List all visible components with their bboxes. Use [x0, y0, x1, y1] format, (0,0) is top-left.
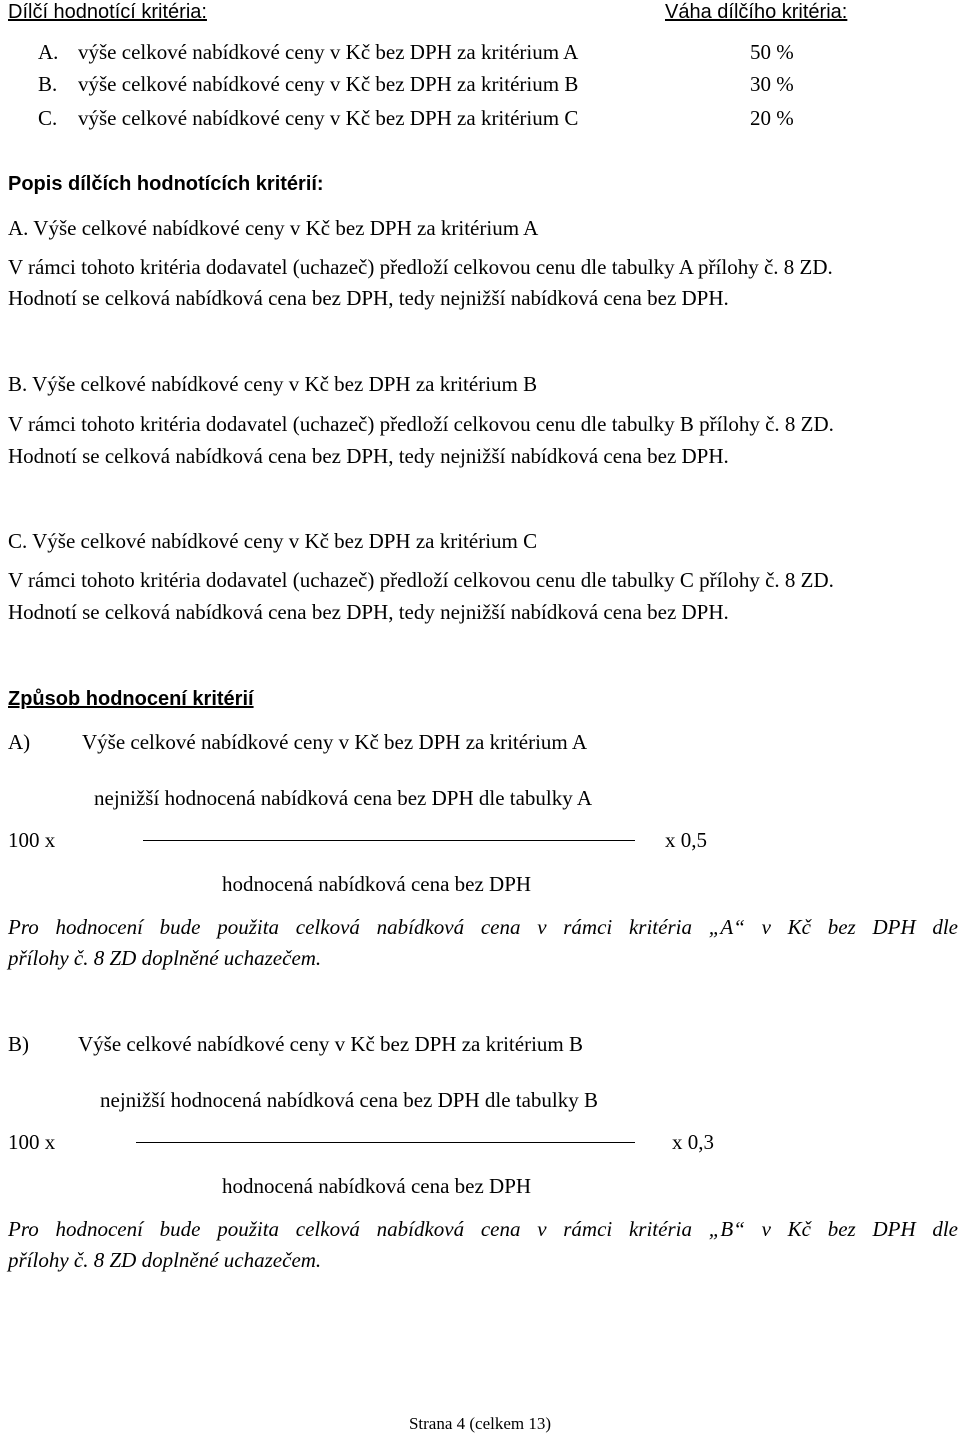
formula-factor-a: x 0,5 [665, 828, 707, 852]
method-title: Způsob hodnocení kritérií [8, 688, 254, 710]
description-heading-a: A. Výše celkové nabídkové ceny v Kč bez DPH za kritérium A [8, 216, 539, 240]
description-line2-c: Hodnotí se celková nabídková cena bez DPH, tedy nejnižší nabídková cena bez DPH. [8, 600, 729, 624]
description-heading-b: B. Výše celkové nabídkové ceny v Kč bez DPH za kritérium B [8, 372, 538, 396]
criterion-letter-a: A. [38, 40, 59, 64]
criterion-letter-b: B. [38, 72, 58, 96]
formula-multiplier-a: 100 x [8, 828, 56, 852]
criterion-text-b: výše celkové nabídkové ceny v Kč bez DPH za kritérium B [78, 72, 579, 96]
description-line1-c: V rámci tohoto kritéria dodavatel (uchazeč) předloží celkovou cenu dle tabulky C přílohy č. 8 ZD. [8, 568, 834, 592]
formula-numerator-a: nejnižší hodnocená nabídková cena bez DPH dle tabulky A [94, 786, 593, 810]
formula-note1-a: Pro hodnocení bude použita celková nabídková cena v rámci kritéria „A“ v Kč bez DPH dle [8, 915, 958, 939]
criterion-letter-c: C. [38, 106, 58, 130]
formula-denominator-b: hodnocená nabídková cena bez DPH [222, 1174, 532, 1198]
fraction-line-b [136, 1142, 635, 1143]
criteria-header-right: Váha dílčího kritéria: [665, 1, 848, 23]
description-heading-c: C. Výše celkové nabídkové ceny v Kč bez DPH za kritérium C [8, 529, 538, 553]
formula-numerator-b: nejnižší hodnocená nabídková cena bez DPH dle tabulky B [100, 1088, 599, 1112]
criterion-weight-b: 30 % [750, 72, 794, 96]
descriptions-title: Popis dílčích hodnotících kritérií: [8, 173, 324, 195]
page-footer: Strana 4 (celkem 13) [408, 1414, 552, 1433]
description-line2-a: Hodnotí se celková nabídková cena bez DPH, tedy nejnižší nabídková cena bez DPH. [8, 286, 729, 310]
formula-multiplier-b: 100 x [8, 1130, 56, 1154]
criterion-weight-a: 50 % [750, 40, 794, 64]
fraction-line-a [143, 840, 635, 841]
criterion-weight-c: 20 % [750, 106, 794, 130]
formula-title-b: Výše celkové nabídkové ceny v Kč bez DPH za kritérium B [78, 1032, 584, 1056]
formula-title-a: Výše celkové nabídkové ceny v Kč bez DPH za kritérium A [82, 730, 588, 754]
formula-note2-a: přílohy č. 8 ZD doplněné uchazečem. [8, 946, 322, 970]
description-line2-b: Hodnotí se celková nabídková cena bez DPH, tedy nejnižší nabídková cena bez DPH. [8, 444, 729, 468]
formula-label-a: A) [8, 730, 31, 754]
criterion-text-a: výše celkové nabídkové ceny v Kč bez DPH za kritérium A [78, 40, 579, 64]
description-line1-b: V rámci tohoto kritéria dodavatel (uchazeč) předloží celkovou cenu dle tabulky B přílohy č. 8 ZD. [8, 412, 834, 436]
formula-label-b: B) [8, 1032, 29, 1056]
criteria-header-left: Dílčí hodnotící kritéria: [8, 1, 207, 23]
criterion-text-c: výše celkové nabídkové ceny v Kč bez DPH za kritérium C [78, 106, 579, 130]
formula-denominator-a: hodnocená nabídková cena bez DPH [222, 872, 532, 896]
formula-factor-b: x 0,3 [672, 1130, 714, 1154]
formula-note2-b: přílohy č. 8 ZD doplněné uchazečem. [8, 1248, 322, 1272]
formula-note1-b: Pro hodnocení bude použita celková nabídková cena v rámci kritéria „B“ v Kč bez DPH dle [8, 1217, 958, 1241]
description-line1-a: V rámci tohoto kritéria dodavatel (uchazeč) předloží celkovou cenu dle tabulky A přílohy č. 8 ZD. [8, 255, 833, 279]
